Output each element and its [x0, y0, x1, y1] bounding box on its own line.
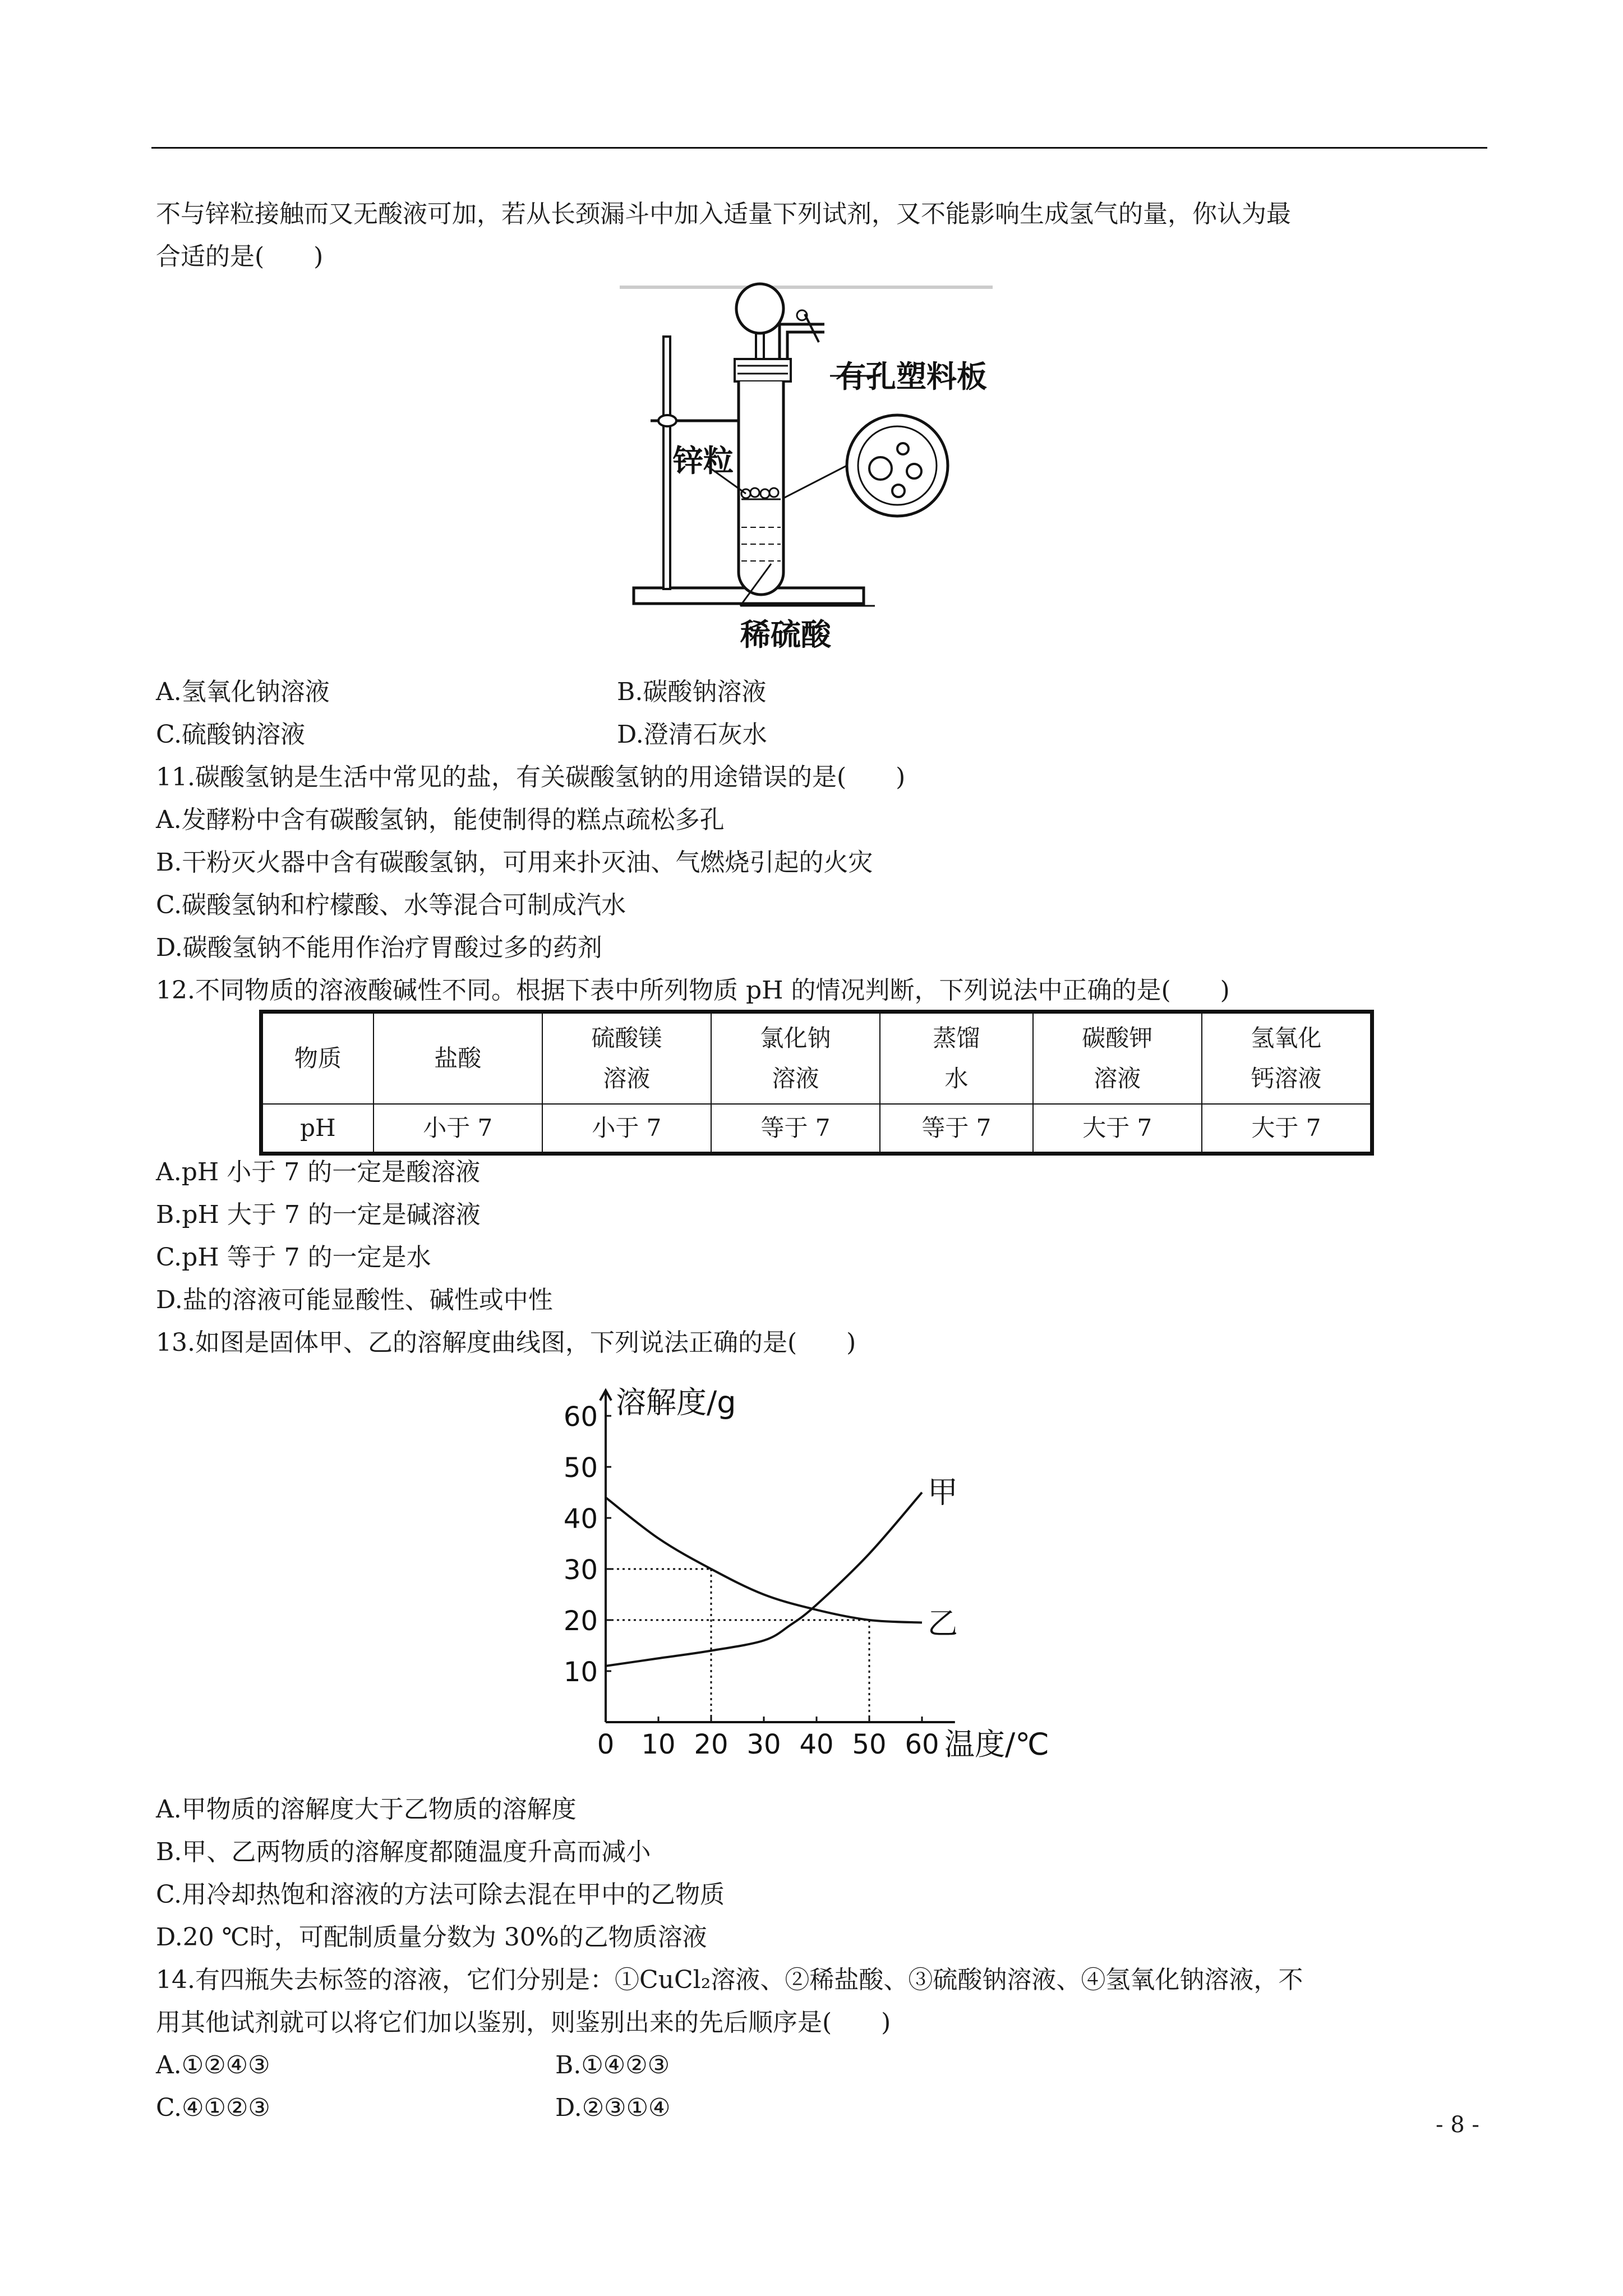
label-perforated-plate: 有孔塑料板 [836, 359, 987, 394]
q13-option-b: B.甲、乙两物质的溶解度都随温度升高而减小 [156, 1838, 651, 1866]
y-tick-label: 50 [563, 1452, 598, 1484]
x-tick-label: 30 [746, 1729, 781, 1760]
series-line-yi [606, 1498, 922, 1623]
ph-table-cell: 等于 7 [711, 1104, 880, 1154]
y-tick-label: 20 [563, 1605, 598, 1637]
ph-table-header-line: 水 [944, 1065, 969, 1092]
ph-table [259, 1010, 1374, 1156]
q11-option-c: C.碳酸氢钠和柠檬酸、水等混合可制成汽水 [156, 891, 626, 919]
q12-option-a: A.pH 小于 7 的一定是酸溶液 [156, 1158, 481, 1186]
q11-option-d: D.碳酸氢钠不能用作治疗胃酸过多的药剂 [156, 933, 602, 962]
q14-stem-line2: 用其他试剂就可以将它们加以鉴别，则鉴别出来的先后顺序是( ) [156, 2008, 891, 2037]
ph-table-header-line: 蒸馏 [933, 1024, 980, 1052]
ph-table-header-line: 氢氧化 [1251, 1024, 1322, 1052]
ph-table-header-line: 溶液 [603, 1065, 651, 1092]
ph-table-header-cell [542, 1012, 711, 1105]
ph-table-header-line: 硫酸镁 [591, 1024, 662, 1052]
q14-option-c: C.④①②③ [156, 2093, 270, 2122]
header-rule [151, 147, 1487, 149]
x-tick-label: 0 [597, 1729, 615, 1760]
x-axis-label: 温度/℃ [944, 1727, 1049, 1762]
y-axis-label: 溶解度/g [616, 1384, 736, 1420]
ph-table-header-cell [1033, 1012, 1202, 1105]
ph-table-header-cell [1202, 1012, 1372, 1105]
page-number: - 8 - [1436, 2112, 1479, 2138]
q11-option-b: B.干粉灭火器中含有碳酸氢钠，可用来扑灭油、气燃烧引起的火灾 [156, 848, 873, 877]
apparatus-figure [606, 280, 1032, 668]
ph-table-cell: 大于 7 [1202, 1104, 1372, 1154]
y-tick-label: 60 [563, 1401, 598, 1433]
q13-stem: 13.如图是固体甲、乙的溶解度曲线图，下列说法正确的是( ) [156, 1328, 856, 1357]
q12-stem: 12.不同物质的溶液酸碱性不同。根据下表中所列物质 pH 的情况判断，下列说法中正确的是( ) [156, 976, 1230, 1005]
q13-option-a: A.甲物质的溶解度大于乙物质的溶解度 [156, 1795, 577, 1824]
q10-option-b: B.碳酸钠溶液 [617, 678, 767, 706]
label-dilute-acid: 稀硫酸 [740, 617, 831, 652]
y-tick-label: 40 [563, 1503, 598, 1535]
ph-table-header-cell [711, 1012, 880, 1105]
x-tick-label: 60 [905, 1729, 939, 1760]
q14-stem-line1: 14.有四瓶失去标签的溶液，它们分别是：①CuCl₂溶液、②稀盐酸、③硫酸钠溶液、④氢氧化钠溶液，不 [156, 1966, 1303, 1994]
q14-option-b: B.①④②③ [555, 2051, 670, 2079]
q12-option-b: B.pH 大于 7 的一定是碱溶液 [156, 1200, 481, 1229]
q14-option-a: A.①②④③ [156, 2051, 270, 2079]
solubility-chart [550, 1358, 1088, 1773]
ph-table-value-row [261, 1104, 1372, 1154]
ph-table-header-cell: 盐酸 [374, 1012, 542, 1105]
q10-line1: 不与锌粒接触而又无酸液可加，若从长颈漏斗中加入适量下列试剂，又不能影响生成氢气的量，你认为最 [156, 200, 1291, 228]
y-tick-label: 10 [563, 1657, 598, 1688]
y-tick-label: 30 [563, 1554, 598, 1586]
ph-table-cell: 小于 7 [374, 1104, 542, 1154]
series-label-yi: 乙 [928, 1605, 958, 1641]
q11-option-a: A.发酵粉中含有碳酸氢钠，能使制得的糕点疏松多孔 [156, 806, 725, 834]
ph-table-header-line: 氯化钠 [760, 1024, 831, 1052]
q10-line2: 合适的是( ) [156, 242, 324, 271]
ph-table-header-cell [880, 1012, 1033, 1105]
q10-option-a: A.氢氧化钠溶液 [156, 678, 330, 706]
ph-table-cell: 等于 7 [880, 1104, 1033, 1154]
ph-table-header-line: 钙溶液 [1251, 1065, 1322, 1092]
label-zinc: 锌粒 [673, 443, 734, 478]
ph-table-cell: 大于 7 [1033, 1104, 1202, 1154]
x-tick-label: 20 [694, 1729, 728, 1760]
q11-stem: 11.碳酸氢钠是生活中常见的盐，有关碳酸氢钠的用途错误的是( ) [156, 763, 906, 792]
q12-option-c: C.pH 等于 7 的一定是水 [156, 1243, 431, 1272]
q10-option-c: C.硫酸钠溶液 [156, 720, 306, 749]
ph-table-cell: pH [261, 1104, 374, 1154]
q12-option-d: D.盐的溶液可能显酸性、碱性或中性 [156, 1286, 553, 1314]
q10-option-d: D.澄清石灰水 [617, 720, 767, 749]
x-tick-label: 40 [799, 1729, 834, 1760]
q13-option-d: D.20 ℃时，可配制质量分数为 30%的乙物质溶液 [156, 1923, 707, 1952]
x-tick-label: 50 [852, 1729, 887, 1760]
ph-table-cell: 小于 7 [542, 1104, 711, 1154]
series-label-jia: 甲 [928, 1474, 958, 1510]
ph-table-header-line: 溶液 [1094, 1065, 1141, 1092]
ph-table-header-row [261, 1012, 1372, 1105]
ph-table-header-line: 碳酸钾 [1082, 1024, 1153, 1052]
series-line-jia [606, 1493, 922, 1666]
q13-option-c: C.用冷却热饱和溶液的方法可除去混在甲中的乙物质 [156, 1880, 725, 1909]
ph-table-header-line: 溶液 [772, 1065, 819, 1092]
q14-option-d: D.②③①④ [555, 2093, 671, 2122]
x-tick-label: 10 [641, 1729, 676, 1760]
ph-table-header-cell: 物质 [261, 1012, 374, 1105]
